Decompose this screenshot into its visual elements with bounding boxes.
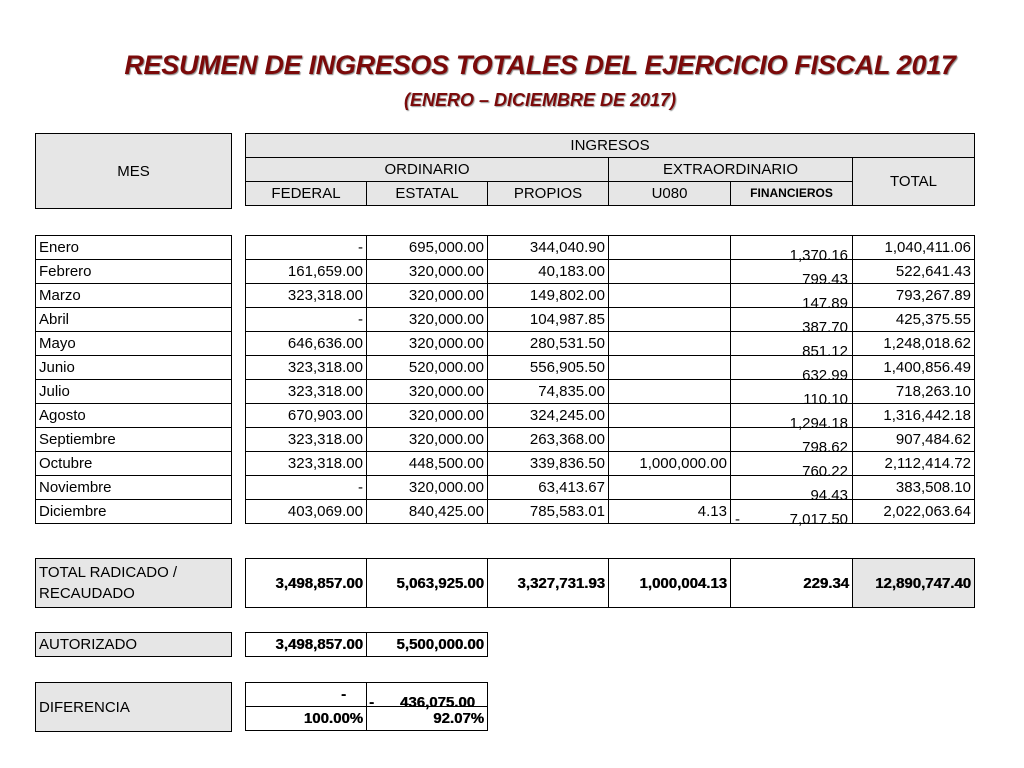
cell-estatal: 840,425.00: [367, 500, 488, 524]
cell-financieros-value: 147.89: [802, 294, 848, 312]
cell-total: 2,022,063.64: [853, 500, 975, 524]
cell-u080: [609, 356, 731, 380]
cell-estatal: 320,000.00: [367, 404, 488, 428]
table-row: [36, 476, 232, 500]
diferencia-estatal-cell: [367, 683, 488, 711]
cell-financieros: [731, 308, 853, 336]
total-estatal: 5,063,925.00: [367, 559, 488, 608]
cell-estatal: 320,000.00: [367, 476, 488, 500]
month-name: Noviembre: [36, 476, 232, 500]
federal-header: FEDERAL: [246, 182, 367, 206]
cell-estatal: 320,000.00: [367, 308, 488, 332]
cell-propios: 556,905.50: [488, 356, 609, 380]
mes-header: MES: [36, 134, 232, 209]
cell-u080: [609, 428, 731, 452]
cell-financieros-value: 1,370.16: [789, 246, 848, 264]
table-row: [246, 332, 975, 356]
cell-federal: 323,318.00: [246, 380, 367, 404]
cell-financieros: [731, 260, 853, 288]
table-row: [246, 476, 975, 500]
total-propios: 3,327,731.93: [488, 559, 609, 608]
cell-propios: 344,040.90: [488, 236, 609, 260]
cell-financieros: [731, 356, 853, 384]
cell-financieros: [731, 236, 853, 264]
cell-financieros: [731, 476, 853, 504]
cell-total: 718,263.10: [853, 380, 975, 404]
months-table: [35, 235, 232, 524]
table-row: [246, 404, 975, 428]
total-radicado-values-table: [245, 558, 975, 608]
diferencia-label: DIFERENCIA: [36, 683, 232, 732]
cell-propios: 40,183.00: [488, 260, 609, 284]
table-row: [246, 500, 975, 524]
cell-federal: -: [246, 308, 367, 332]
total-radicado-label: TOTAL RADICADO / RECAUDADO: [36, 559, 232, 608]
total-header: TOTAL: [853, 158, 975, 206]
page-title: RESUMEN DE INGRESOS TOTALES DEL EJERCICIO FISCAL 2017: [124, 50, 956, 80]
cell-u080: [609, 236, 731, 260]
month-name: Octubre: [36, 452, 232, 476]
cell-u080: [609, 308, 731, 332]
cell-financieros: [731, 380, 853, 408]
cell-u080: 1,000,000.00: [609, 452, 731, 476]
cell-federal: 323,318.00: [246, 356, 367, 380]
cell-federal: 403,069.00: [246, 500, 367, 524]
cell-financieros-value: 1,294.18: [789, 414, 848, 432]
cell-financieros: [731, 452, 853, 480]
cell-total: 522,641.43: [853, 260, 975, 284]
cell-financieros: [731, 500, 853, 528]
cell-total: 793,267.89: [853, 284, 975, 308]
table-row: [36, 380, 232, 404]
cell-propios: 74,835.00: [488, 380, 609, 404]
autorizado-label: AUTORIZADO: [36, 633, 232, 657]
cell-financieros: [731, 428, 853, 456]
month-name: Diciembre: [36, 500, 232, 524]
cell-federal: -: [246, 476, 367, 500]
cell-financieros-value: 94.43: [810, 486, 848, 504]
cell-financieros-value: 851.12: [802, 342, 848, 360]
autorizado-values-table: [245, 632, 488, 657]
cell-u080: [609, 332, 731, 356]
cell-total: 1,316,442.18: [853, 404, 975, 428]
cell-propios: 149,802.00: [488, 284, 609, 308]
table-row: [246, 452, 975, 476]
diferencia-label-table: [35, 682, 232, 732]
cell-total: 2,112,414.72: [853, 452, 975, 476]
table-row: [246, 380, 975, 404]
cell-total: 1,248,018.62: [853, 332, 975, 356]
propios-header: PROPIOS: [488, 182, 609, 206]
month-name: Julio: [36, 380, 232, 404]
cell-u080: [609, 284, 731, 308]
cell-estatal: 320,000.00: [367, 284, 488, 308]
month-name: Mayo: [36, 332, 232, 356]
table-row: [36, 284, 232, 308]
cell-propios: 263,368.00: [488, 428, 609, 452]
cell-total: 383,508.10: [853, 476, 975, 500]
cell-u080: 4.13: [609, 500, 731, 524]
diferencia-estatal-sign: -: [369, 693, 374, 711]
diferencia-estatal-pct: 92.07%: [367, 707, 488, 731]
month-name: Junio: [36, 356, 232, 380]
estatal-header: ESTATAL: [367, 182, 488, 206]
autorizado-label-table: [35, 632, 232, 657]
cell-federal: 323,318.00: [246, 452, 367, 476]
table-row: [36, 452, 232, 476]
month-name: Abril: [36, 308, 232, 332]
cell-estatal: 320,000.00: [367, 428, 488, 452]
financieros-header: FINANCIEROS: [731, 182, 853, 206]
cell-financieros-value: 7,017.50: [789, 510, 848, 528]
cell-federal: 161,659.00: [246, 260, 367, 284]
total-financieros: 229.34: [731, 559, 853, 608]
month-name: Enero: [36, 236, 232, 260]
table-row: [36, 500, 232, 524]
month-name: Febrero: [36, 260, 232, 284]
autorizado-federal: 3,498,857.00: [246, 633, 367, 657]
cell-estatal: 320,000.00: [367, 332, 488, 356]
table-row: [246, 356, 975, 380]
cell-propios: 339,836.50: [488, 452, 609, 476]
cell-financieros-value: 760.22: [802, 462, 848, 480]
cell-total: 907,484.62: [853, 428, 975, 452]
cell-u080: [609, 404, 731, 428]
u080-header: U080: [609, 182, 731, 206]
ingresos-header: INGRESOS: [246, 134, 975, 158]
cell-estatal: 520,000.00: [367, 356, 488, 380]
cell-financieros-value: 387.70: [802, 318, 848, 336]
cell-propios: 280,531.50: [488, 332, 609, 356]
extraordinario-header: EXTRAORDINARIO: [609, 158, 853, 182]
autorizado-estatal: 5,500,000.00: [367, 633, 488, 657]
cell-federal: -: [246, 236, 367, 260]
cell-u080: [609, 380, 731, 404]
cell-financieros-value: 798.62: [802, 438, 848, 456]
cell-financieros: [731, 284, 853, 312]
month-name: Agosto: [36, 404, 232, 428]
month-name: Septiembre: [36, 428, 232, 452]
cell-financieros-value: 632.99: [802, 366, 848, 384]
cell-total: 425,375.55: [853, 308, 975, 332]
cell-estatal: 320,000.00: [367, 260, 488, 284]
diferencia-federal: -: [246, 683, 367, 707]
cell-financieros-value: 799.43: [802, 270, 848, 288]
total-total: 12,890,747.40: [853, 559, 975, 608]
table-row: [246, 428, 975, 452]
table-row: [36, 260, 232, 284]
cell-federal: 646,636.00: [246, 332, 367, 356]
diferencia-federal-pct: 100.00%: [246, 707, 367, 731]
cell-federal: 323,318.00: [246, 428, 367, 452]
table-row: [36, 332, 232, 356]
ordinario-header: ORDINARIO: [246, 158, 609, 182]
month-name: Marzo: [36, 284, 232, 308]
cell-federal: 670,903.00: [246, 404, 367, 428]
cell-total: 1,040,411.06: [853, 236, 975, 260]
cell-financieros: [731, 332, 853, 360]
mes-header-table: [35, 133, 232, 209]
table-row: [246, 260, 975, 284]
table-row: [246, 308, 975, 332]
table-row: [36, 236, 232, 260]
diferencia-values-table: [245, 682, 488, 731]
month-values-table: [245, 235, 975, 528]
cell-estatal: 320,000.00: [367, 380, 488, 404]
page-subtitle: (ENERO – DICIEMBRE DE 2017): [403, 90, 677, 110]
cell-estatal: 448,500.00: [367, 452, 488, 476]
cell-financieros-sign: -: [735, 510, 740, 528]
cell-u080: [609, 476, 731, 500]
table-row: [36, 404, 232, 428]
diferencia-estatal: 436,075.00: [399, 693, 475, 711]
ingresos-header-table: [245, 133, 975, 206]
cell-propios: 324,245.00: [488, 404, 609, 428]
table-row: [36, 308, 232, 332]
cell-u080: [609, 260, 731, 284]
cell-propios: 785,583.01: [488, 500, 609, 524]
cell-financieros-value: 110.10: [803, 390, 848, 408]
cell-propios: 104,987.85: [488, 308, 609, 332]
cell-propios: 63,413.67: [488, 476, 609, 500]
table-row: [36, 356, 232, 380]
total-radicado-label-table: [35, 558, 232, 608]
cell-financieros: [731, 404, 853, 432]
total-federal: 3,498,857.00: [246, 559, 367, 608]
table-row: [246, 236, 975, 260]
cell-estatal: 695,000.00: [367, 236, 488, 260]
cell-federal: 323,318.00: [246, 284, 367, 308]
table-row: [246, 284, 975, 308]
table-row: [36, 428, 232, 452]
total-u080: 1,000,004.13: [609, 559, 731, 608]
cell-total: 1,400,856.49: [853, 356, 975, 380]
